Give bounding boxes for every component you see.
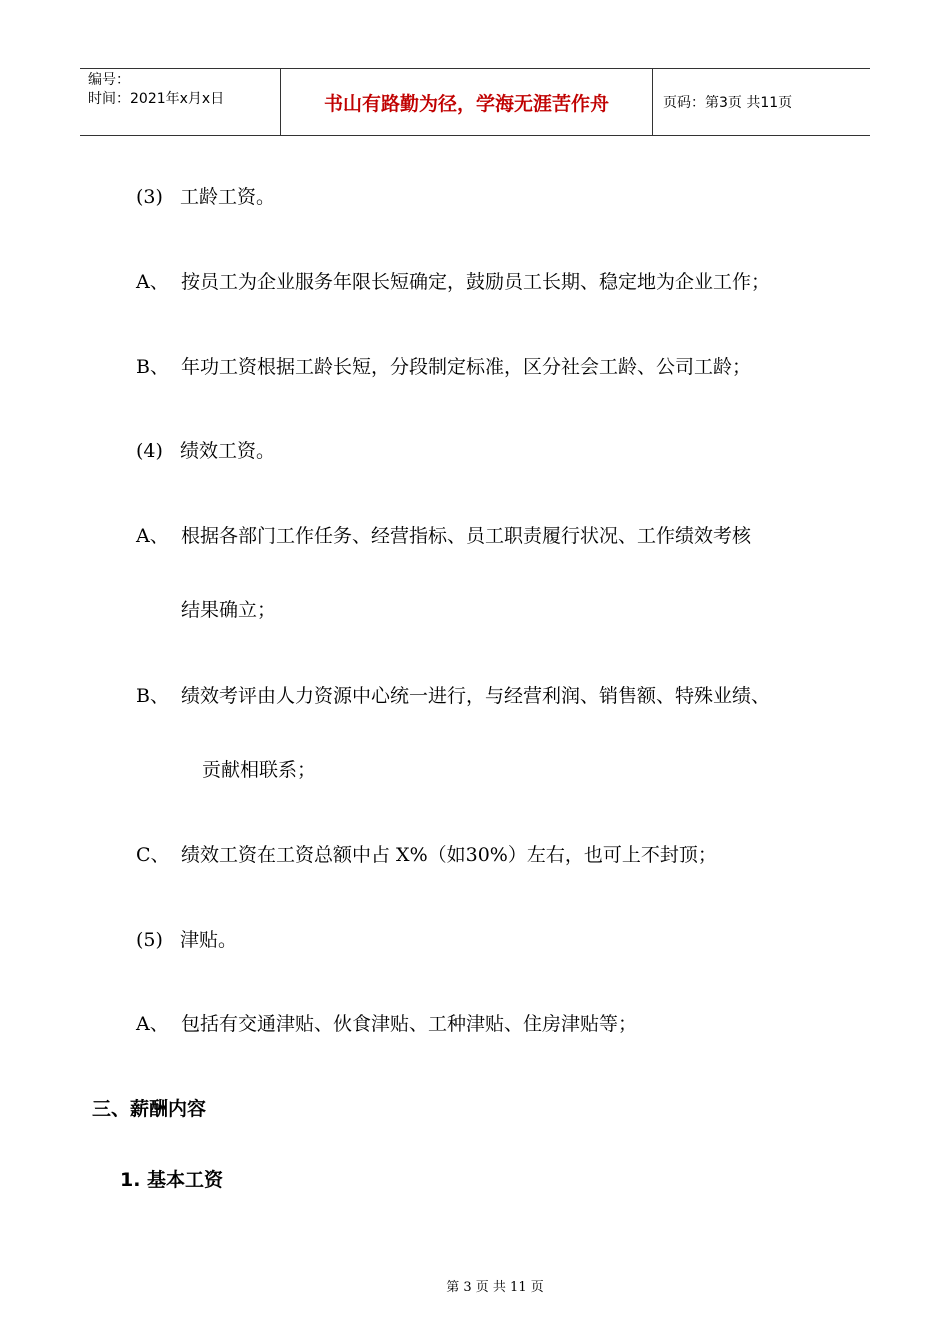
item-marker: B、 xyxy=(136,356,169,378)
header-page-number: 页码：第3页 共11页 xyxy=(663,95,793,111)
list-item xyxy=(136,270,770,294)
list-item xyxy=(136,684,770,708)
item-marker: (4) xyxy=(136,440,163,462)
page-header xyxy=(80,68,870,136)
item-marker: (3) xyxy=(136,186,163,208)
item-text: 绩效工资。 xyxy=(180,440,276,462)
document-date: 时间：2021年x月x日 xyxy=(88,91,225,107)
item-text: 绩效工资在工资总额中占 X%（如30%）左右，也可上不封顶； xyxy=(181,844,717,866)
list-item xyxy=(136,1012,637,1036)
list-item xyxy=(136,524,751,548)
item-marker: A、 xyxy=(136,525,169,547)
item-text: 贡献相联系； xyxy=(202,759,317,781)
item-text: 根据各部门工作任务、经营指标、员工职责履行状况、工作绩效考核 xyxy=(181,525,752,547)
item-text: 工龄工资。 xyxy=(180,186,276,208)
item-text: 绩效考评由人力资源中心统一进行，与经营利润、销售额、特殊业绩、 xyxy=(181,685,771,707)
item-text: 包括有交通津贴、伙食津贴、工种津贴、住房津贴等； xyxy=(181,1013,638,1035)
list-item-continuation xyxy=(181,598,276,622)
item-marker: A、 xyxy=(136,1013,169,1035)
item-text: 年功工资根据工龄长短，分段制定标准，区分社会工龄、公司工龄； xyxy=(181,356,752,378)
list-item xyxy=(136,843,717,867)
list-item xyxy=(136,355,751,379)
list-item xyxy=(136,928,237,952)
item-marker: A、 xyxy=(136,271,169,293)
item-marker: C、 xyxy=(136,844,170,866)
list-item xyxy=(136,185,275,209)
list-item-continuation xyxy=(202,758,316,782)
document-number-label: 编号： xyxy=(88,72,130,88)
item-marker: (5) xyxy=(136,929,163,951)
list-item xyxy=(136,439,275,463)
item-text: 结果确立； xyxy=(181,599,277,621)
page-footer: 第 3 页 共 11 页 xyxy=(446,1280,544,1295)
subsection-title: 1. 基本工资 xyxy=(120,1169,224,1191)
item-marker: B、 xyxy=(136,685,169,707)
header-motto: 书山有路勤为径，学海无涯苦作舟 xyxy=(281,69,653,135)
section-title: 三、薪酬内容 xyxy=(92,1098,207,1120)
item-text: 按员工为企业服务年限长短确定，鼓励员工长期、稳定地为企业工作； xyxy=(181,271,771,293)
item-text: 津贴。 xyxy=(180,929,238,951)
header-meta xyxy=(80,69,281,135)
